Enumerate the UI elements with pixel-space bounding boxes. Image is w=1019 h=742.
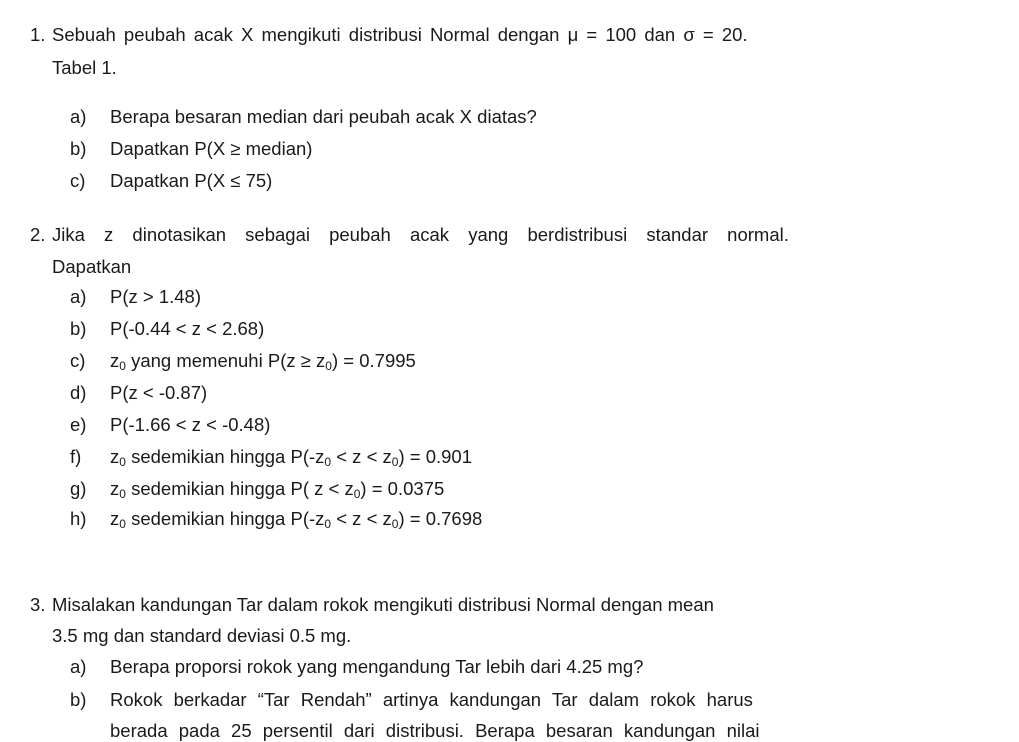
q2-line2: Dapatkan (52, 256, 132, 277)
q2-item-c-text: $z_0$ yang memenuhi $P(z \ge z_0) = 0.7995$ (110, 350, 416, 373)
q1-item-c-label: c) (70, 170, 86, 191)
q2-item-e-text: P(-1.66 < z < -0.48) (110, 414, 271, 435)
q2-item-e-label: e) (70, 414, 87, 435)
q2-item-f-text: $z_0$ sedemikian hingga $P(-z_0 < z < z_0) = 0.901$ (110, 446, 472, 469)
q1-item-a-label: a) (70, 106, 87, 127)
q2-item-b-label: b) (70, 318, 87, 339)
q2-item-b-text: P(-0.44 < z < 2.68) (110, 318, 265, 339)
q1-item-c-text: Dapatkan P(X ≤ 75) (110, 170, 273, 191)
q2-item-g-text: $z_0$ sedemikian hingga P( $z < z_0) = 0.0375$ (110, 478, 445, 501)
q1-item-a-text: Berapa besaran median dari peubah acak X diatas? (110, 106, 537, 127)
q1-item-b-text: Dapatkan P(X ≥ median) (110, 138, 313, 159)
q1-line2: Tabel 1. (52, 57, 117, 78)
q1-item-b-label: b) (70, 138, 87, 159)
q3-line2: 3.5 mg dan standard deviasi 0.5 mg. (52, 625, 352, 646)
q3-item-b-text-continued: berada pada 25 persentil dari distribusi. Berapa besaran kandungan nilai (110, 720, 760, 741)
q2-item-h-label: h) (70, 508, 87, 529)
q3-number: 3. (30, 594, 46, 615)
q3-item-b-label: b) (70, 689, 87, 710)
q2-item-d-text: P(z < -0.87) (110, 382, 208, 403)
q3-item-a-label: a) (70, 656, 87, 677)
q2-number: 2. (30, 224, 46, 245)
q3-line1: Misalakan kandungan Tar dalam rokok mengikuti distribusi Normal dengan mean (52, 594, 714, 615)
q2-line1: Jika z dinotasikan sebagai peubah acak yang berdistribusi standar normal. (52, 224, 789, 245)
q1-number: 1. (30, 24, 46, 45)
q2-item-d-label: d) (70, 382, 87, 403)
q3-item-b-text: Rokok berkadar “Tar Rendah” artinya kandungan Tar dalam rokok harus (110, 689, 753, 710)
q2-item-h-text: $z_0$ sedemikian hingga $P(-z_0 < z < z_0) = 0.7698$ (110, 508, 483, 531)
q2-item-a-text: P(z > 1.48) (110, 286, 202, 307)
q2-item-c-label: c) (70, 350, 86, 371)
q3-item-a-text: Berapa proporsi rokok yang mengandung Tar lebih dari 4.25 mg? (110, 656, 644, 677)
q1-line1: Sebuah peubah acak X mengikuti distribusi Normal dengan μ = 100 dan σ = 20. (52, 24, 748, 45)
q2-item-g-label: g) (70, 478, 87, 499)
q2-item-f-label: f) (70, 446, 82, 467)
q2-item-a-label: a) (70, 286, 87, 307)
